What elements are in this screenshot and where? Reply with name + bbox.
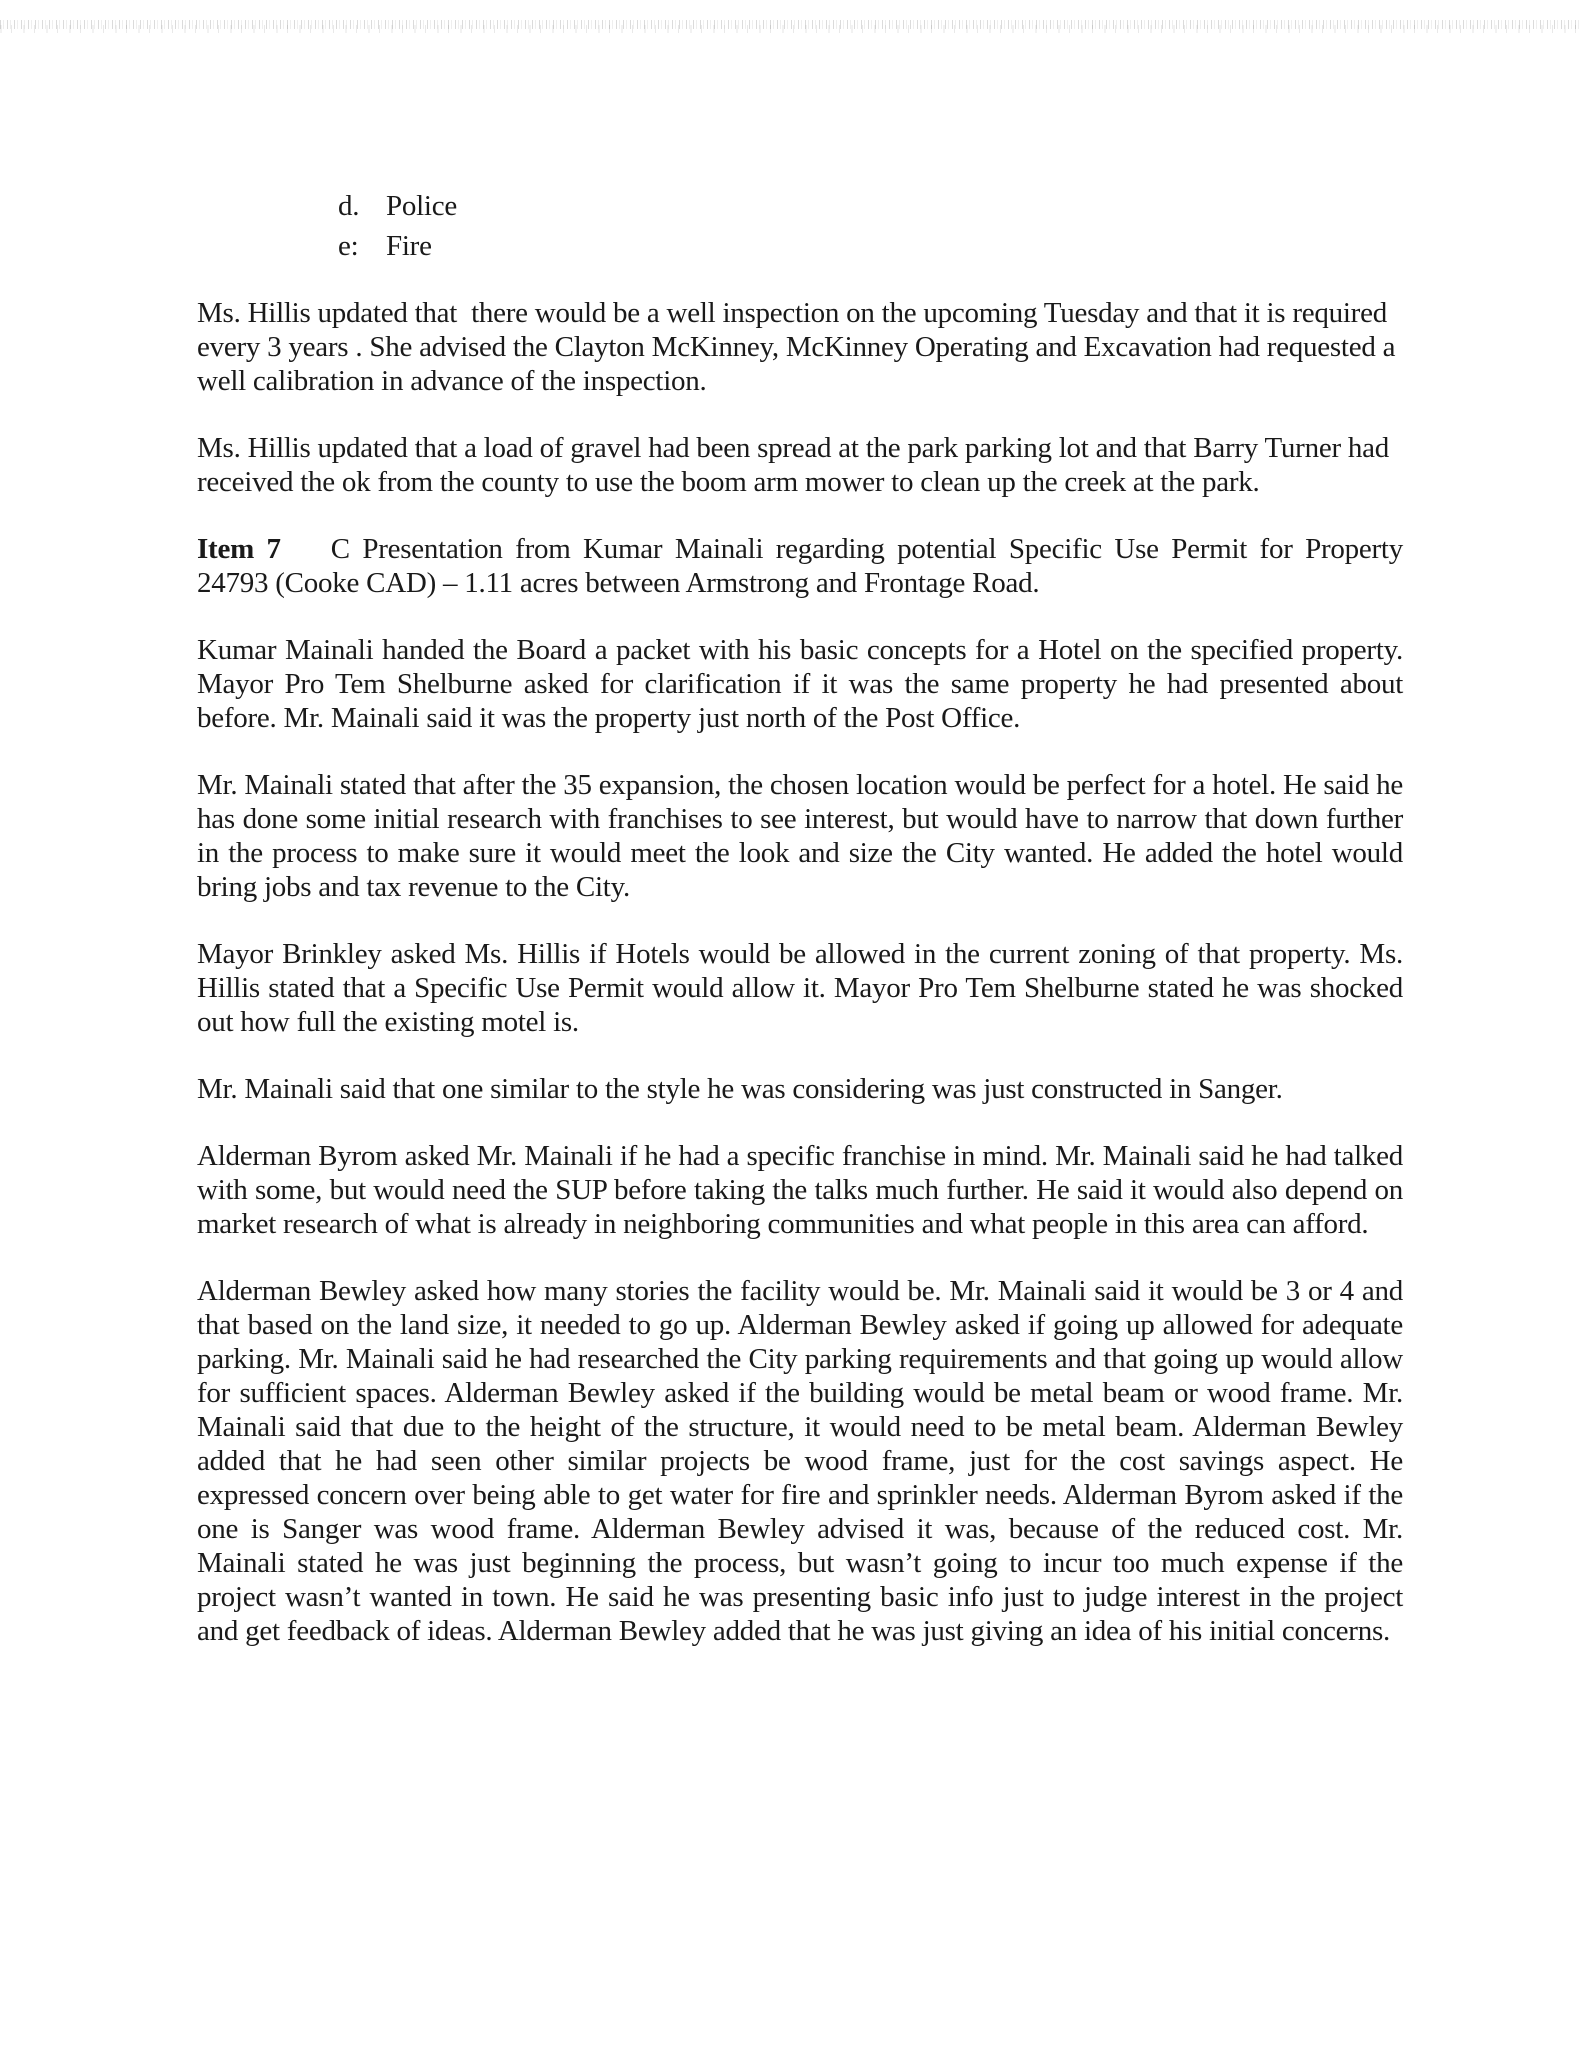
list-item-label: Fire (386, 230, 432, 262)
agenda-sublist (338, 186, 1403, 266)
paragraph-franchise-inquiry: Alderman Byrom asked Mr. Mainali if he had a specific franchise in mind. Mr. Mainali said he had talked with some, but would need the SUP before taking the talks much further. He said it would also depend on market research of what is already in neighboring communities and what people in this area can afford. (197, 1140, 1403, 1240)
item7-title: C Presentation from Kumar Mainali regarding potential Specific Use Permit for Property 24793 (Cooke CAD) – 1.11 acres between Armstrong and Frontage Road. (197, 533, 1403, 599)
document-content (197, 186, 1403, 1681)
paragraph-gravel-update: Ms. Hillis updated that a load of gravel had been spread at the park parking lot and that Barry Turner had received the ok from the county to use the boom arm mower to clean up the creek at the park. (197, 432, 1396, 498)
paragraph-packet-presentation: Kumar Mainali handed the Board a packet with his basic concepts for a Hotel on the specified property. Mayor Pro Tem Shelburne asked for clarification if it was the same property he had presented about before. Mr. Mainali said it was the property just north of the Post Office. (197, 634, 1403, 734)
paragraph-well-inspection-update: Ms. Hillis updated that there would be a well inspection on the upcoming Tuesday and that it is required every 3 years . She advised the Clayton McKinney, McKinney Operating and Excavation had requested a well calibration in advance of the inspection. (197, 297, 1403, 397)
list-item-marker: d. (338, 190, 360, 222)
paragraph-stories-construction-discussion: Alderman Bewley asked how many stories the facility would be. Mr. Mainali said it would be 3 or 4 and that based on the land size, it needed to go up. Alderman Bewley asked if going up allowed for adequate parking. Mr. Mainali said he had researched the City parking requirements and that going up would allow for sufficient spaces. Alderman Bewley asked if the building would be metal beam or wood frame. Mr. Mainali said that due to the height of the structure, it would need to be metal beam. Alderman Bewley added that he had seen other similar projects be wood frame, just for the cost savings aspect. He expressed concern over being able to get water for fire and sprinkler needs. Alderman Byrom asked if the one is Sanger was wood frame. Alderman Bewley advised it was, because of the reduced cost. Mr. Mainali stated he was just beginning the process, but wasn’t going to incur too much expense if the project wasn’t wanted in town. He said he was presenting basic info just to judge interest in the project and get feedback of ideas. Alderman Bewley added that he was just giving an idea of his initial concerns. (197, 1275, 1403, 1647)
item7-number: Item 7 (197, 533, 281, 565)
paragraph-zoning-question: Mayor Brinkley asked Ms. Hillis if Hotels would be allowed in the current zoning of that property. Ms. Hillis stated that a Specific Use Permit would allow it. Mayor Pro Tem Shelburne stated he was shocked out how full the existing motel is. (197, 938, 1403, 1038)
list-item-label: Police (386, 190, 457, 222)
item7-heading (197, 532, 1403, 600)
paragraph-sanger-comparison: Mr. Mainali said that one similar to the style he was considering was just constructed in Sanger. (197, 1073, 1283, 1105)
list-item-marker: e: (338, 230, 359, 262)
list-item-police (338, 186, 1403, 226)
paragraph-location-franchise-research: Mr. Mainali stated that after the 35 expansion, the chosen location would be perfect for a hotel. He said he has done some initial research with franchises to see interest, but would have to narrow that down further in the process to make sure it would meet the look and size the City wanted. He added the hotel would bring jobs and tax revenue to the City. (197, 769, 1403, 903)
scan-noise-band (0, 16, 1582, 38)
list-item-fire (338, 226, 1403, 266)
